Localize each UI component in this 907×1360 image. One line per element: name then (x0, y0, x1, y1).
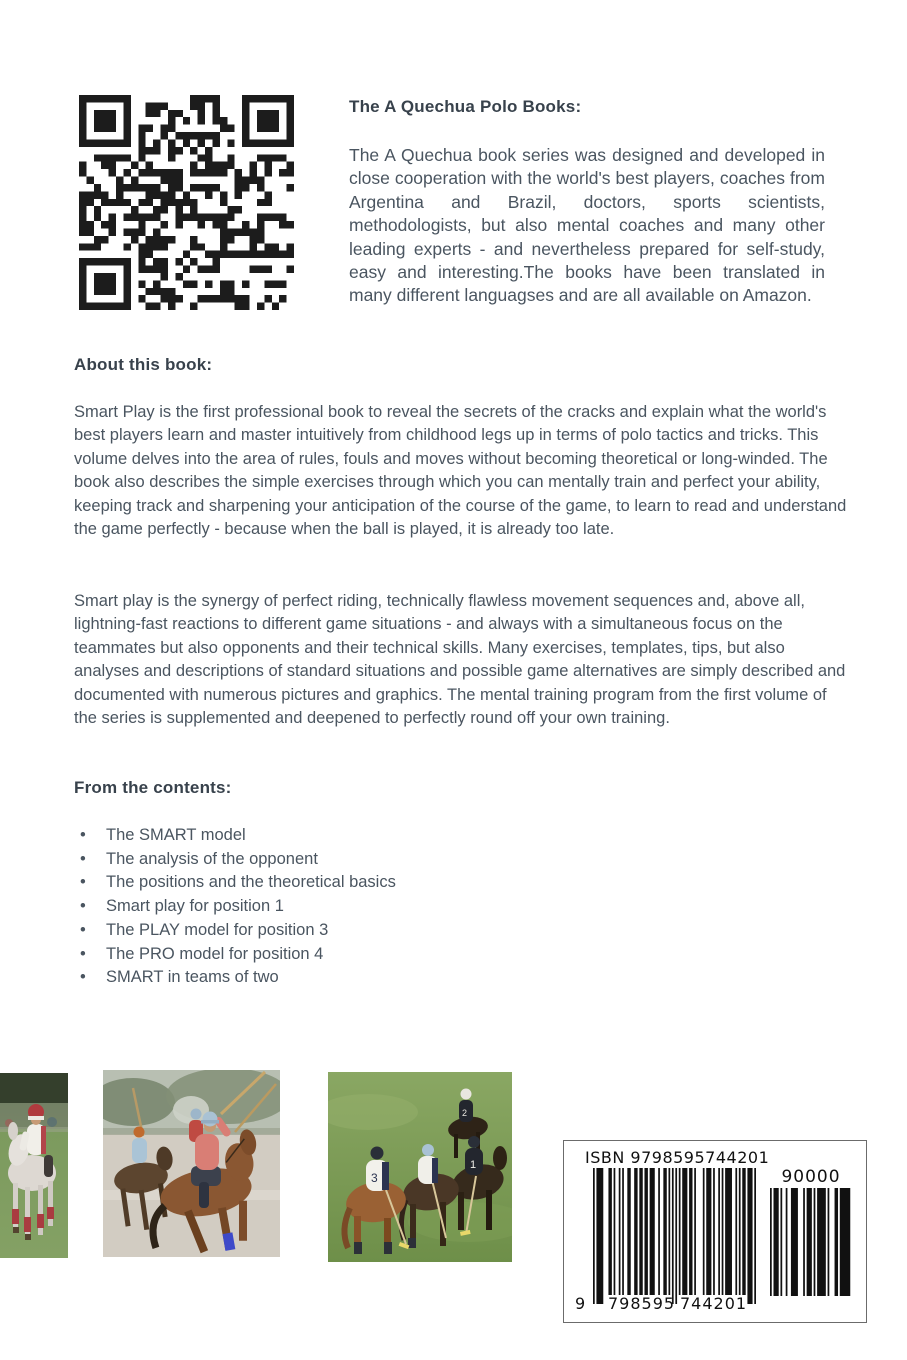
series-heading: The A Quechua Polo Books: (349, 97, 582, 116)
contents-item: • SMART in teams of two (78, 966, 396, 990)
jersey-number-3: 3 (371, 1171, 378, 1185)
photo-polo-middle (103, 1070, 280, 1257)
contents-item: • The analysis of the opponent (78, 848, 396, 872)
qr-code (78, 95, 295, 310)
ean13-digits (564, 1294, 764, 1312)
polo-photo-left-art (0, 1073, 68, 1258)
jersey-number-1: 1 (470, 1159, 477, 1171)
polo-photo-middle-art (103, 1070, 280, 1257)
ean13-barcode (593, 1168, 756, 1304)
polo-photo-right-art (328, 1072, 512, 1262)
contents-item: • The SMART model (78, 824, 396, 848)
about-paragraph-2: Smart play is the synergy of perfect riding, technically flawless movement sequences and, above all, lightning-fast reactions to different game situations - and always with a simultaneous focus on the teammates but also opponents and their technical skills. Many exercises, templates, tips, but also analyses and descriptions of standard situations and possible game alternatives are simply described and documented with numerous pictures and graphics. The mental training program from the first volume of the series is supplemented and deepened to perfectly round off your own training. (74, 592, 846, 728)
photo-polo-right (328, 1072, 512, 1262)
jersey-number-2: 2 (462, 1108, 468, 1118)
price-supplement-code (769, 1167, 853, 1299)
ean-digit-group: 744201 (680, 1294, 748, 1313)
series-paragraph: The A Quechua book series was designed and developed in close cooperation with the world's best players, coaches from Argentina and Brazil, doctors, sports scientists, methodologists, but also mental coaches and many other leading experts - and nevertheless prepared for self-study, easy and interesting.The books have been translated in many different languagses and are all available on Amazon. (349, 145, 825, 306)
ean-digit-group: 798595 (608, 1294, 676, 1313)
supplement-number: 90000 (781, 1167, 841, 1187)
contents-item: • The PLAY model for position 3 (78, 919, 396, 943)
contents-item: • Smart play for position 1 (78, 895, 396, 919)
ean-digit-group: 9 (575, 1294, 587, 1313)
ean5-barcode (770, 1188, 852, 1296)
about-paragraph-1: Smart Play is the first professional book to reveal the secrets of the cracks and explain what the world's best players learn and master intuitively from childhood legs up in terms of polo tactics and tricks. This volume delves into the area of rules, fouls and moves without becoming theoretical or long-winded. The book also describes the simple exercises through which you can mentally train and perfect your ability, keeping track and sharpening your anticipation of the course of the game, to learn to read and understand the game perfectly - because when the ball is played, it is already too late. (74, 403, 847, 539)
contents-item: • The positions and the theoretical basics (78, 871, 396, 895)
photo-polo-left (0, 1073, 68, 1258)
barcode-box (563, 1140, 867, 1323)
qr-code-pattern (78, 95, 295, 310)
about-heading: About this book: (74, 355, 213, 374)
contents-list (78, 824, 396, 990)
contents-item: • The PRO model for position 4 (78, 943, 396, 967)
contents-heading: From the contents: (74, 778, 232, 797)
isbn-label: ISBN 9798595744201 (585, 1148, 770, 1167)
